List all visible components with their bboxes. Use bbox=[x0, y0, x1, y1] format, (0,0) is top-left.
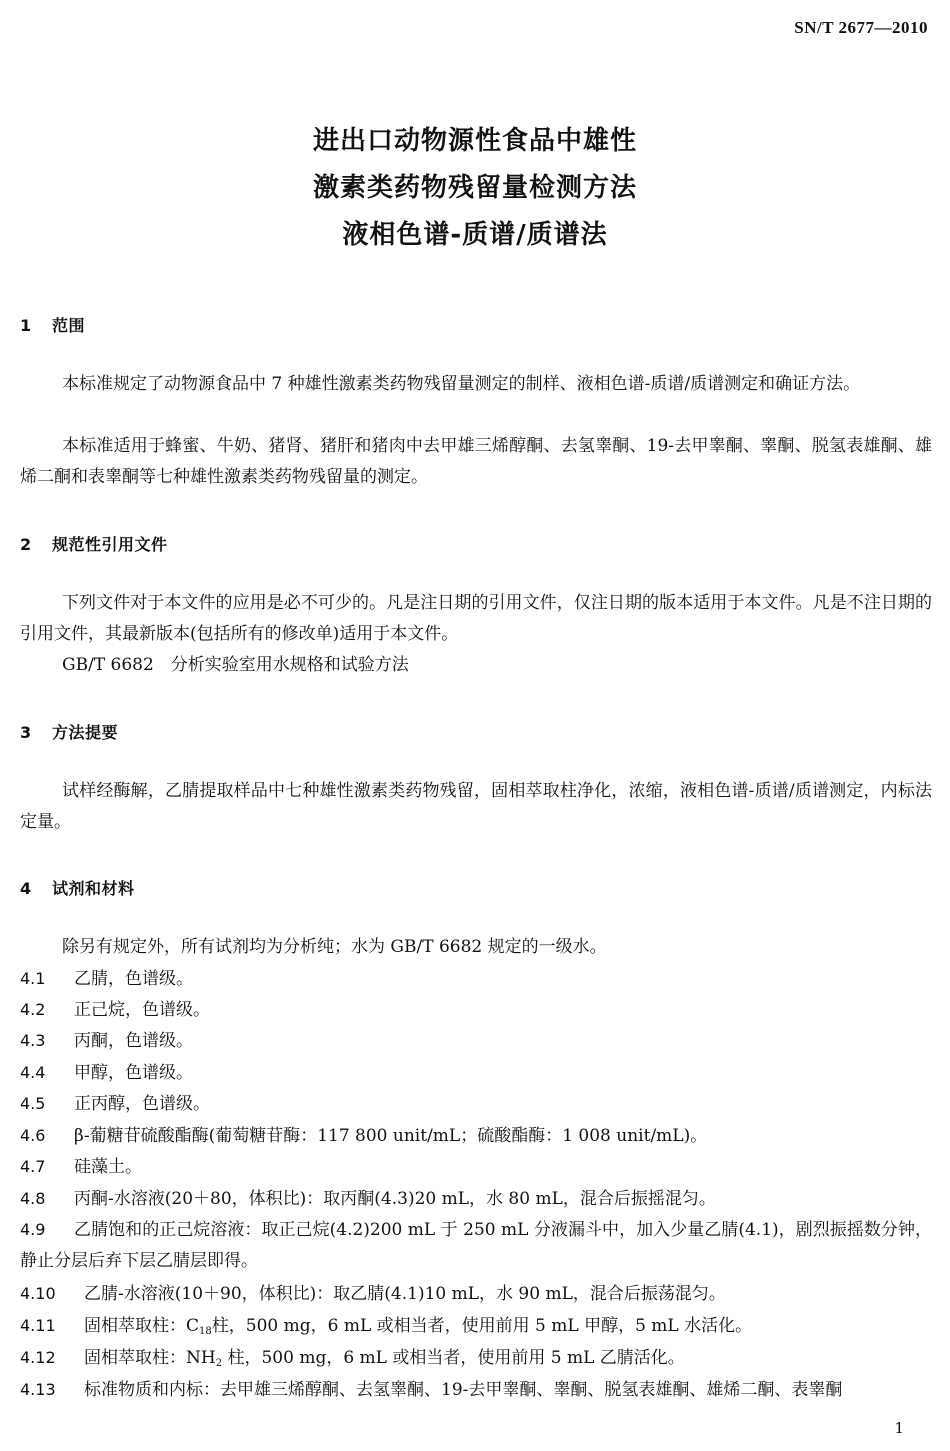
reagent-item bbox=[20, 1214, 932, 1277]
section-heading-reagents bbox=[20, 876, 135, 899]
reagent-item bbox=[20, 1374, 932, 1406]
item-number: 4.13 bbox=[20, 1380, 56, 1399]
section-title: 方法提要 bbox=[52, 723, 119, 742]
item-text: 柱，500 mg，6 mL 或相当者，使用前用 5 mL 乙腈活化。 bbox=[222, 1348, 685, 1368]
item-text: 固相萃取柱：C bbox=[84, 1316, 200, 1336]
standard-code: SN/T 2677—2010 bbox=[794, 18, 928, 37]
section-heading-references bbox=[20, 532, 168, 555]
item-text: 乙腈饱和的正己烷溶液：取正己烷(4.2)200 mL 于 250 mL 分液漏斗中，加入少量乙腈(4.1)，剧烈振摇数分钟，静止分层后弃下层乙腈层即得。 bbox=[20, 1220, 932, 1271]
method-paragraph: 试样经酶解，乙腈提取样品中七种雄性激素类药物残留，固相萃取柱净化，浓缩，液相色谱-质谱/质谱测定，内标法定量。 bbox=[20, 781, 932, 832]
reagent-item bbox=[20, 963, 932, 995]
item-text: 丙酮-水溶液(20＋80，体积比)：取丙酮(4.3)20 mL，水 80 mL，混合后振摇混匀。 bbox=[74, 1189, 716, 1209]
reagent-item bbox=[20, 1057, 932, 1089]
item-number: 4.3 bbox=[20, 1031, 46, 1050]
section-number: 3 bbox=[20, 723, 32, 742]
item-number: 4.11 bbox=[20, 1316, 56, 1335]
reagent-item bbox=[20, 1183, 932, 1215]
item-text: 正己烷，色谱级。 bbox=[74, 1000, 210, 1020]
title-line-1: 进出口动物源性食品中雄性 bbox=[312, 126, 637, 156]
section-number: 2 bbox=[20, 535, 32, 554]
section-heading-method bbox=[20, 720, 118, 743]
item-number: 4.7 bbox=[20, 1157, 46, 1176]
item-number: 4.6 bbox=[20, 1126, 46, 1145]
reagent-item bbox=[20, 1025, 932, 1057]
item-number: 4.4 bbox=[20, 1063, 46, 1082]
item-text: 甲醇，色谱级。 bbox=[74, 1063, 193, 1083]
page-number: 1 bbox=[894, 1419, 904, 1437]
section-title: 试剂和材料 bbox=[52, 879, 135, 898]
title-line-3: 液相色谱-质谱/质谱法 bbox=[342, 220, 608, 250]
document-title bbox=[0, 118, 950, 259]
reagent-item bbox=[20, 1151, 932, 1183]
scope-paragraph-2: 本标准适用于蜂蜜、牛奶、猪肾、猪肝和猪肉中去甲雄三烯醇酮、去氢睾酮、19-去甲睾酮、睾酮、脱氢表雄酮、雄烯二酮和表睾酮等七种雄性激素类药物残留量的测定。 bbox=[20, 436, 932, 487]
item-text: 乙腈，色谱级。 bbox=[74, 969, 193, 989]
item-text: 硅藻土。 bbox=[74, 1157, 142, 1177]
section-title: 规范性引用文件 bbox=[52, 535, 168, 554]
references-paragraph: 下列文件对于本文件的应用是必不可少的。凡是注日期的引用文件，仅注日期的版本适用于本文件。凡是不注日期的引用文件，其最新版本(包括所有的修改单)适用于本文件。 bbox=[20, 593, 932, 644]
item-number: 4.1 bbox=[20, 969, 46, 988]
item-text: 柱，500 mg，6 mL 或相当者，使用前用 5 mL 甲醇，5 mL 水活化。 bbox=[211, 1316, 753, 1336]
section-number: 4 bbox=[20, 879, 32, 898]
reagent-item bbox=[20, 1088, 932, 1120]
section-number: 1 bbox=[20, 316, 32, 335]
item-text: 标准物质和内标：去甲雄三烯醇酮、去氢睾酮、19-去甲睾酮、睾酮、脱氢表雄酮、雄烯二酮、表睾酮 bbox=[84, 1380, 843, 1400]
item-text: 正丙醇，色谱级。 bbox=[74, 1094, 210, 1114]
reagent-item bbox=[20, 1278, 932, 1310]
scope-paragraph-1: 本标准规定了动物源食品中 7 种雄性激素类药物残留量测定的制样、液相色谱-质谱/质谱测定和确证方法。 bbox=[62, 374, 861, 394]
item-number: 4.5 bbox=[20, 1094, 46, 1113]
reagent-item bbox=[20, 994, 932, 1026]
item-text: 丙酮，色谱级。 bbox=[74, 1031, 193, 1051]
title-line-2: 激素类药物残留量检测方法 bbox=[312, 173, 637, 203]
item-text: β-葡糖苷硫酸酯酶(葡萄糖苷酶：117 800 unit/mL；硫酸酯酶：1 008 unit/mL)。 bbox=[74, 1126, 708, 1146]
reagent-item bbox=[20, 1120, 932, 1152]
item-text: 乙腈-水溶液(10＋90，体积比)：取乙腈(4.1)10 mL，水 90 mL，混合后振荡混匀。 bbox=[84, 1284, 726, 1304]
subscript: 2 bbox=[215, 1358, 223, 1369]
item-number: 4.12 bbox=[20, 1348, 56, 1367]
item-number: 4.10 bbox=[20, 1284, 56, 1303]
reagents-intro: 除另有规定外，所有试剂均为分析纯；水为 GB/T 6682 规定的一级水。 bbox=[62, 937, 607, 957]
section-title: 范围 bbox=[52, 316, 86, 335]
item-number: 4.8 bbox=[20, 1189, 46, 1208]
reference-gb-t-6682: GB/T 6682 分析实验室用水规格和试验方法 bbox=[62, 655, 409, 675]
item-number: 4.9 bbox=[20, 1220, 46, 1239]
item-text: 固相萃取柱：NH bbox=[84, 1348, 216, 1368]
item-number: 4.2 bbox=[20, 1000, 46, 1019]
section-heading-scope bbox=[20, 313, 85, 336]
subscript: 18 bbox=[199, 1326, 212, 1337]
